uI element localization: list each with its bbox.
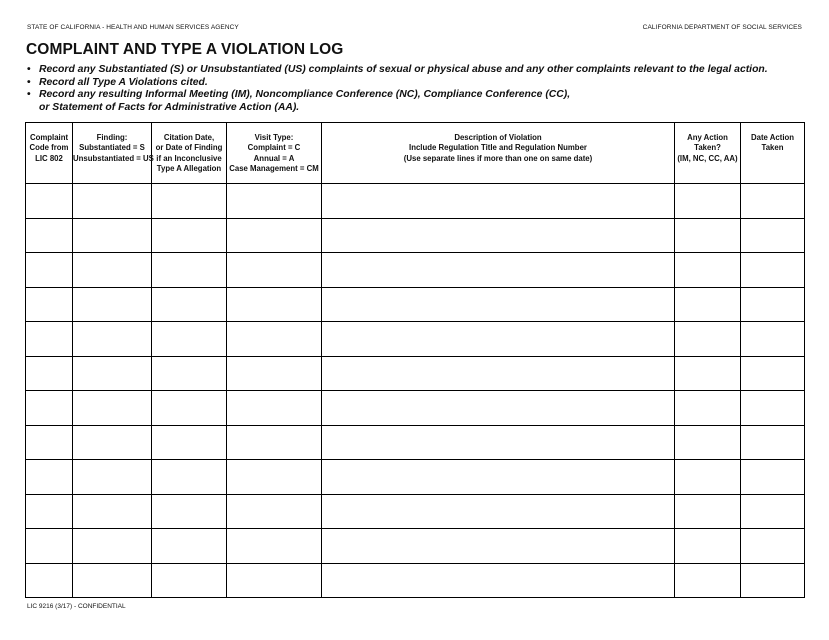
cell-complaint-code[interactable] xyxy=(26,356,73,391)
column-header-line: Include Regulation Title and Regulation Number xyxy=(409,143,587,153)
column-header-finding xyxy=(73,123,152,184)
cell-date-action-taken[interactable] xyxy=(741,253,805,288)
column-header-line: Visit Type: xyxy=(254,133,294,142)
cell-date-action-taken[interactable] xyxy=(741,391,805,426)
cell-citation-date[interactable] xyxy=(152,563,227,598)
instructions-list xyxy=(27,64,817,114)
cell-action-taken[interactable] xyxy=(675,425,741,460)
table-header-row xyxy=(26,123,805,184)
column-header-line: Citation Date, xyxy=(163,133,215,142)
cell-description[interactable] xyxy=(322,563,675,598)
cell-citation-date[interactable] xyxy=(152,529,227,564)
cell-citation-date[interactable] xyxy=(152,356,227,391)
cell-finding[interactable] xyxy=(73,563,152,598)
cell-description[interactable] xyxy=(322,184,675,219)
violation-log-table xyxy=(25,122,805,598)
column-header-date-action-taken xyxy=(741,123,805,184)
cell-visit-type[interactable] xyxy=(227,253,322,288)
cell-visit-type[interactable] xyxy=(227,529,322,564)
column-header-action-taken xyxy=(675,123,741,184)
column-header-line: Any Action xyxy=(687,133,728,142)
cell-action-taken[interactable] xyxy=(675,529,741,564)
cell-date-action-taken[interactable] xyxy=(741,563,805,598)
column-header-line: Date Action xyxy=(750,133,795,142)
cell-visit-type[interactable] xyxy=(227,460,322,495)
table-row xyxy=(26,529,805,564)
cell-action-taken[interactable] xyxy=(675,460,741,495)
cell-action-taken[interactable] xyxy=(675,287,741,322)
cell-visit-type[interactable] xyxy=(227,425,322,460)
column-header-line: Complaint = C xyxy=(247,143,301,153)
instruction-item xyxy=(27,89,817,114)
table-row xyxy=(26,218,805,253)
cell-action-taken[interactable] xyxy=(675,356,741,391)
cell-action-taken[interactable] xyxy=(675,391,741,426)
agency-name: STATE OF CALIFORNIA - HEALTH AND HUMAN SERVICES AGENCY xyxy=(27,24,239,31)
cell-visit-type[interactable] xyxy=(227,494,322,529)
cell-date-action-taken[interactable] xyxy=(741,460,805,495)
cell-complaint-code[interactable] xyxy=(26,253,73,288)
column-header-line: (IM, NC, CC, AA) xyxy=(677,153,738,163)
cell-citation-date[interactable] xyxy=(152,253,227,288)
cell-complaint-code[interactable] xyxy=(26,425,73,460)
cell-citation-date[interactable] xyxy=(152,391,227,426)
cell-citation-date[interactable] xyxy=(152,322,227,357)
cell-complaint-code[interactable] xyxy=(26,494,73,529)
column-header-line: Annual = A xyxy=(253,153,295,163)
cell-description[interactable] xyxy=(322,287,675,322)
cell-visit-type[interactable] xyxy=(227,563,322,598)
cell-action-taken[interactable] xyxy=(675,184,741,219)
table-row xyxy=(26,184,805,219)
column-header-citation-date xyxy=(152,123,227,184)
table-row xyxy=(26,494,805,529)
column-header-visit-type xyxy=(227,123,322,184)
column-header-line: Description of Violation xyxy=(454,133,542,142)
cell-finding[interactable] xyxy=(73,460,152,495)
cell-action-taken[interactable] xyxy=(675,322,741,357)
cell-description[interactable] xyxy=(322,425,675,460)
cell-finding[interactable] xyxy=(73,529,152,564)
column-header-line: Case Management = CM xyxy=(229,163,319,173)
column-header-line: if an Inconclusive xyxy=(156,153,222,163)
column-header-line: or Date of Finding xyxy=(155,143,223,153)
table-row xyxy=(26,563,805,598)
cell-citation-date[interactable] xyxy=(152,287,227,322)
cell-finding[interactable] xyxy=(73,287,152,322)
instruction-text: Record any Substantiated (S) or Unsubstantiated (US) complaints of sexual or physical abuse and any other complaints relevant to the legal action. xyxy=(39,64,768,75)
cell-citation-date[interactable] xyxy=(152,218,227,253)
column-header-line: Taken xyxy=(761,143,784,153)
cell-finding[interactable] xyxy=(73,425,152,460)
cell-action-taken[interactable] xyxy=(675,253,741,288)
cell-complaint-code[interactable] xyxy=(26,529,73,564)
cell-action-taken[interactable] xyxy=(675,218,741,253)
table-row xyxy=(26,391,805,426)
bullet-icon: • xyxy=(27,89,31,100)
department-name: CALIFORNIA DEPARTMENT OF SOCIAL SERVICES xyxy=(642,24,802,31)
table-row xyxy=(26,425,805,460)
instruction-item xyxy=(27,77,817,90)
cell-date-action-taken[interactable] xyxy=(741,322,805,357)
cell-description[interactable] xyxy=(322,494,675,529)
cell-description[interactable] xyxy=(322,529,675,564)
cell-description[interactable] xyxy=(322,253,675,288)
form-number: LIC 9216 (3/17) - CONFIDENTIAL xyxy=(27,603,126,610)
cell-date-action-taken[interactable] xyxy=(741,287,805,322)
instruction-text: Record all Type A Violations cited. xyxy=(39,76,208,88)
cell-visit-type[interactable] xyxy=(227,184,322,219)
cell-complaint-code[interactable] xyxy=(26,391,73,426)
cell-citation-date[interactable] xyxy=(152,460,227,495)
bullet-icon: • xyxy=(27,76,31,88)
cell-complaint-code[interactable] xyxy=(26,218,73,253)
column-header-line: LIC 802 xyxy=(35,153,63,163)
cell-action-taken[interactable] xyxy=(675,563,741,598)
column-header-line: (Use separate lines if more than one on same date) xyxy=(403,153,593,163)
cell-complaint-code[interactable] xyxy=(26,287,73,322)
cell-date-action-taken[interactable] xyxy=(741,184,805,219)
cell-visit-type[interactable] xyxy=(227,218,322,253)
form-title: COMPLAINT AND TYPE A VIOLATION LOG xyxy=(26,41,344,58)
cell-finding[interactable] xyxy=(73,391,152,426)
cell-description[interactable] xyxy=(322,218,675,253)
cell-description[interactable] xyxy=(322,460,675,495)
cell-date-action-taken[interactable] xyxy=(741,356,805,391)
cell-visit-type[interactable] xyxy=(227,287,322,322)
instruction-item xyxy=(27,64,817,77)
cell-description[interactable] xyxy=(322,391,675,426)
column-header-complaint-code xyxy=(26,123,73,184)
column-header-line: Code from xyxy=(29,143,69,153)
cell-finding[interactable] xyxy=(73,494,152,529)
column-header-line: Type A Allegation xyxy=(156,163,222,173)
column-header-line: Finding: xyxy=(96,133,128,142)
cell-visit-type[interactable] xyxy=(227,356,322,391)
column-header-line: Complaint xyxy=(29,133,69,142)
table-row xyxy=(26,460,805,495)
table-row xyxy=(26,322,805,357)
instruction-text: or Statement of Facts for Administrative Action (AA). xyxy=(39,101,300,113)
cell-citation-date[interactable] xyxy=(152,184,227,219)
cell-date-action-taken[interactable] xyxy=(741,425,805,460)
cell-visit-type[interactable] xyxy=(227,322,322,357)
cell-finding[interactable] xyxy=(73,253,152,288)
column-header-line: Unsubstantiated = US xyxy=(73,153,154,163)
cell-finding[interactable] xyxy=(73,356,152,391)
cell-date-action-taken[interactable] xyxy=(741,494,805,529)
table-row xyxy=(26,356,805,391)
column-header-line: Substantiated = S xyxy=(79,143,145,153)
cell-finding[interactable] xyxy=(73,322,152,357)
bullet-icon: • xyxy=(27,64,31,75)
cell-complaint-code[interactable] xyxy=(26,563,73,598)
cell-description[interactable] xyxy=(322,356,675,391)
column-header-description xyxy=(322,123,675,184)
table-row xyxy=(26,287,805,322)
cell-finding[interactable] xyxy=(73,184,152,219)
cell-date-action-taken[interactable] xyxy=(741,529,805,564)
table-body xyxy=(26,184,805,598)
cell-finding[interactable] xyxy=(73,218,152,253)
cell-description[interactable] xyxy=(322,322,675,357)
cell-complaint-code[interactable] xyxy=(26,460,73,495)
cell-complaint-code[interactable] xyxy=(26,184,73,219)
column-header-line: Taken? xyxy=(694,143,721,153)
cell-complaint-code[interactable] xyxy=(26,322,73,357)
cell-action-taken[interactable] xyxy=(675,494,741,529)
table-row xyxy=(26,253,805,288)
cell-date-action-taken[interactable] xyxy=(741,218,805,253)
cell-citation-date[interactable] xyxy=(152,425,227,460)
instruction-text: Record any resulting Informal Meeting (IM), Noncompliance Conference (NC), Compliance Conference (CC), xyxy=(39,89,571,100)
cell-visit-type[interactable] xyxy=(227,391,322,426)
cell-citation-date[interactable] xyxy=(152,494,227,529)
